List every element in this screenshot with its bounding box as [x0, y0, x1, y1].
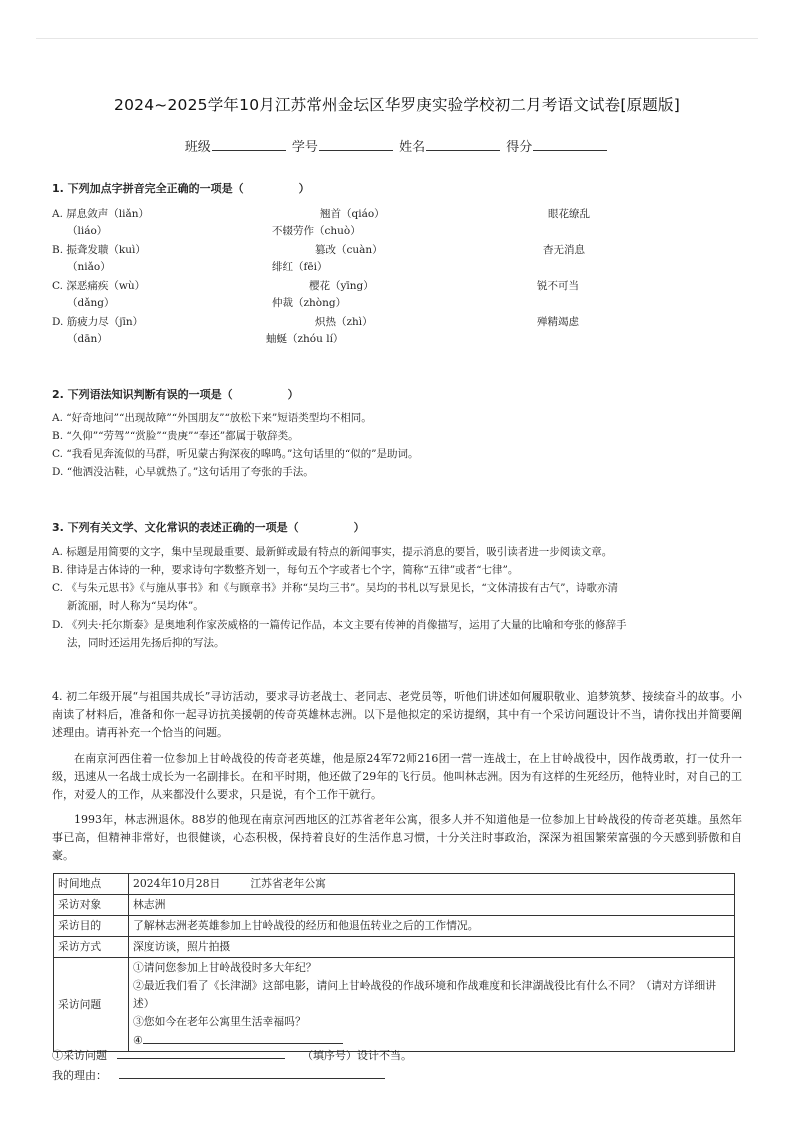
q1-option-c-word3: 锐不可当 [537, 280, 579, 292]
answer2-blank[interactable] [119, 1066, 385, 1079]
question-4-intro: 4. 初二年级开展“与祖国共成长”寻访活动，要求寻访老战士、老同志、老党员等，听他们讲述如何履职敬业、追梦筑梦、接续奋斗的故事。小南读了材料后，准备和你一起寻访抗美援朝的传奇英雄林志洲。以下是他拟定的采访提纲，其中有一个采访问题设计不当，请你找出并简要阐述理由。请再补充一个恰当的问题。 [52, 690, 742, 739]
question-4-number: ④ [133, 1034, 143, 1047]
time-place-label: 时间地点 [54, 874, 129, 895]
q1-option-d-word2: 炽热（zhì） [315, 316, 373, 328]
questions-label: 采访问题 [54, 958, 129, 1052]
name-label: 姓名 [399, 140, 426, 155]
q2-option-d: D. “他洒没沾鞋，心早就热了。”这句话用了夸张的手法。 [52, 466, 314, 478]
q1-option-a-word2: 翘首（qiáo） [320, 208, 385, 220]
class-blank[interactable] [212, 137, 286, 151]
method-value: 深度访谈，照片拍摄 [129, 937, 735, 958]
class-label: 班级 [184, 140, 211, 155]
q1-option-b-word3: 杳无消息 [543, 244, 585, 256]
q1-option-b-word4: 绯红（fēi） [272, 261, 328, 273]
answer1-prefix: ①采访问题 [52, 1049, 107, 1062]
question-3-head: 3. 下列有关文学、文化常识的表述正确的一项是（ ） [52, 521, 365, 534]
q3-option-c-cont: 新流丽，时人称为“吴均体”。 [67, 600, 204, 612]
q1-option-a: A. 屏息敛声（liǎn） [52, 208, 149, 220]
q1-option-b-word3-pinyin: （niǎo） [67, 261, 111, 273]
q1-option-c-word4: 仲裁（zhòng） [272, 297, 347, 309]
time-value: 2024年10月28日 [133, 877, 221, 890]
table-row [54, 895, 735, 916]
q1-option-c-word3-pinyin: （dǎng） [67, 297, 115, 309]
table-row [54, 916, 735, 937]
interview-question-2: ②最近我们看了《长津湖》这部电影，请问上甘岭战役的作战环境和作战难度和长津湖战役比有什么不同？（请对方详细讲述） [133, 979, 717, 1010]
answer1-suffix: （填序号）设计不当。 [302, 1049, 412, 1062]
q4-passage-2: 1993年，林志洲退休。88岁的他现在南京河西地区的江苏省老年公寓，很多人并不知道他是一位参加上甘岭战役的传奇老英雄。虽然年事已高，但精神非常好，也很健谈，心态积极，保持着良好的生活作息习惯，十分关注时事政治，深深为祖国繁荣富强的今天感到骄傲和自豪。 [52, 813, 742, 862]
q1-option-a-word4: 不辍劳作（chuò） [272, 225, 361, 237]
q3-option-d-cont: 法，同时还运用先扬后抑的写法。 [67, 637, 225, 649]
q1-option-b: B. 振聋发聩（kuì） [52, 244, 146, 256]
q2-option-c: C. “我看见奔流似的马群，听见蒙古狗深夜的嗥鸣。”这句话里的“似的”是助词。 [52, 448, 419, 460]
interview-question-1: ①请问您参加上甘岭战役时多大年纪？ [133, 961, 317, 974]
target-label: 采访对象 [54, 895, 129, 916]
page-title: 2024~2025学年10月江苏常州金坛区华罗庚实验学校初二月考语文试卷[原题版] [114, 96, 680, 114]
number-label: 学号 [291, 140, 318, 155]
q1-option-b-word2: 篡改（cuàn） [315, 244, 383, 256]
q1-option-a-word3-pinyin: （liáo） [67, 225, 108, 237]
table-row [54, 958, 735, 1052]
target-value: 林志洲 [129, 895, 735, 916]
table-row [54, 874, 735, 895]
q1-option-d: D. 筋疲力尽（jīn） [52, 316, 144, 328]
table-row [54, 937, 735, 958]
answer1-blank[interactable] [117, 1046, 285, 1059]
q3-option-a: A. 标题是用简要的文字，集中呈现最重要、最新鲜或最有特点的新闻事实，提示消息的要旨，吸引读者进一步阅读文章。 [52, 546, 613, 558]
q1-option-c-word2: 樱花（yīng） [309, 280, 374, 292]
q1-option-c: C. 深恶痛疾（wù） [52, 280, 146, 292]
purpose-value: 了解林志洲老英雄参加上甘岭战役的经历和他退伍转业之后的工作情况。 [129, 916, 735, 937]
q2-option-a: A. “好奇地问”“出现故障”“外国朋友”“放松下来”短语类型均不相同。 [52, 412, 372, 424]
score-label: 得分 [506, 140, 533, 155]
number-blank[interactable] [319, 137, 393, 151]
place-value: 江苏省老年公寓 [250, 877, 326, 890]
top-divider [36, 38, 758, 39]
question-4-blank[interactable] [143, 1031, 343, 1044]
name-blank[interactable] [426, 137, 500, 151]
answer2-prefix: 我的理由： [52, 1069, 107, 1082]
q1-option-d-word3: 殚精竭虑 [537, 316, 579, 328]
q4-passage-1: 在南京河西住着一位参加上甘岭战役的传奇老英雄，他是原24军72师216团一营一连战士，在上甘岭战役中，因作战勇敢，打一仗升一级，迅速从一名战士成长为一名副排长。在和平时期，他还做了29年的飞行员。他叫林志洲。因为有这样的生死经历，他特业时，对自己的工作，对爱人的工作，从来都没什么要求，只是说，有个工作干就行。 [52, 752, 742, 801]
purpose-label: 采访目的 [54, 916, 129, 937]
answer-line-2 [52, 1066, 385, 1085]
q3-option-c: C. 《与朱元思书》《与施从事书》和《与顾章书》并称“吴均三书”。吴均的书札以写景见长，“文体清拔有古气”，诗歌亦清 [52, 582, 619, 594]
answer-line-1 [52, 1046, 412, 1065]
question-1-head: 1. 下列加点字拼音完全正确的一项是（ ） [52, 182, 310, 195]
q1-option-d-word4: 蚰蜒（zhóu lí） [266, 333, 344, 345]
q1-option-a-word3: 眼花缭乱 [548, 208, 590, 220]
q3-option-b: B. 律诗是古体诗的一种，要求诗句字数整齐划一，每句五个字或者七个字，简称“五律”或者“七律”。 [52, 564, 519, 576]
questions-cell [129, 958, 735, 1052]
student-info-line [0, 136, 794, 155]
q3-option-d: D. 《列夫·托尔斯泰》是奥地利作家茨威格的一篇传记作品，本文主要有传神的肖像描写，运用了大量的比喻和夸张的修辞手 [52, 619, 627, 631]
interview-question-3: ③您如今在老年公寓里生活幸福吗？ [133, 1015, 306, 1028]
question-2-head: 2. 下列语法知识判断有误的一项是（ ） [52, 388, 299, 401]
time-place-value [129, 874, 735, 895]
q1-option-d-word3-pinyin: （dān） [67, 333, 108, 345]
interview-plan-table [53, 873, 735, 1052]
q2-option-b: B. “久仰”“劳驾”“赏脸”“贵庚”“奉还”都属于敬辞类。 [52, 430, 299, 442]
score-blank[interactable] [533, 137, 607, 151]
method-label: 采访方式 [54, 937, 129, 958]
